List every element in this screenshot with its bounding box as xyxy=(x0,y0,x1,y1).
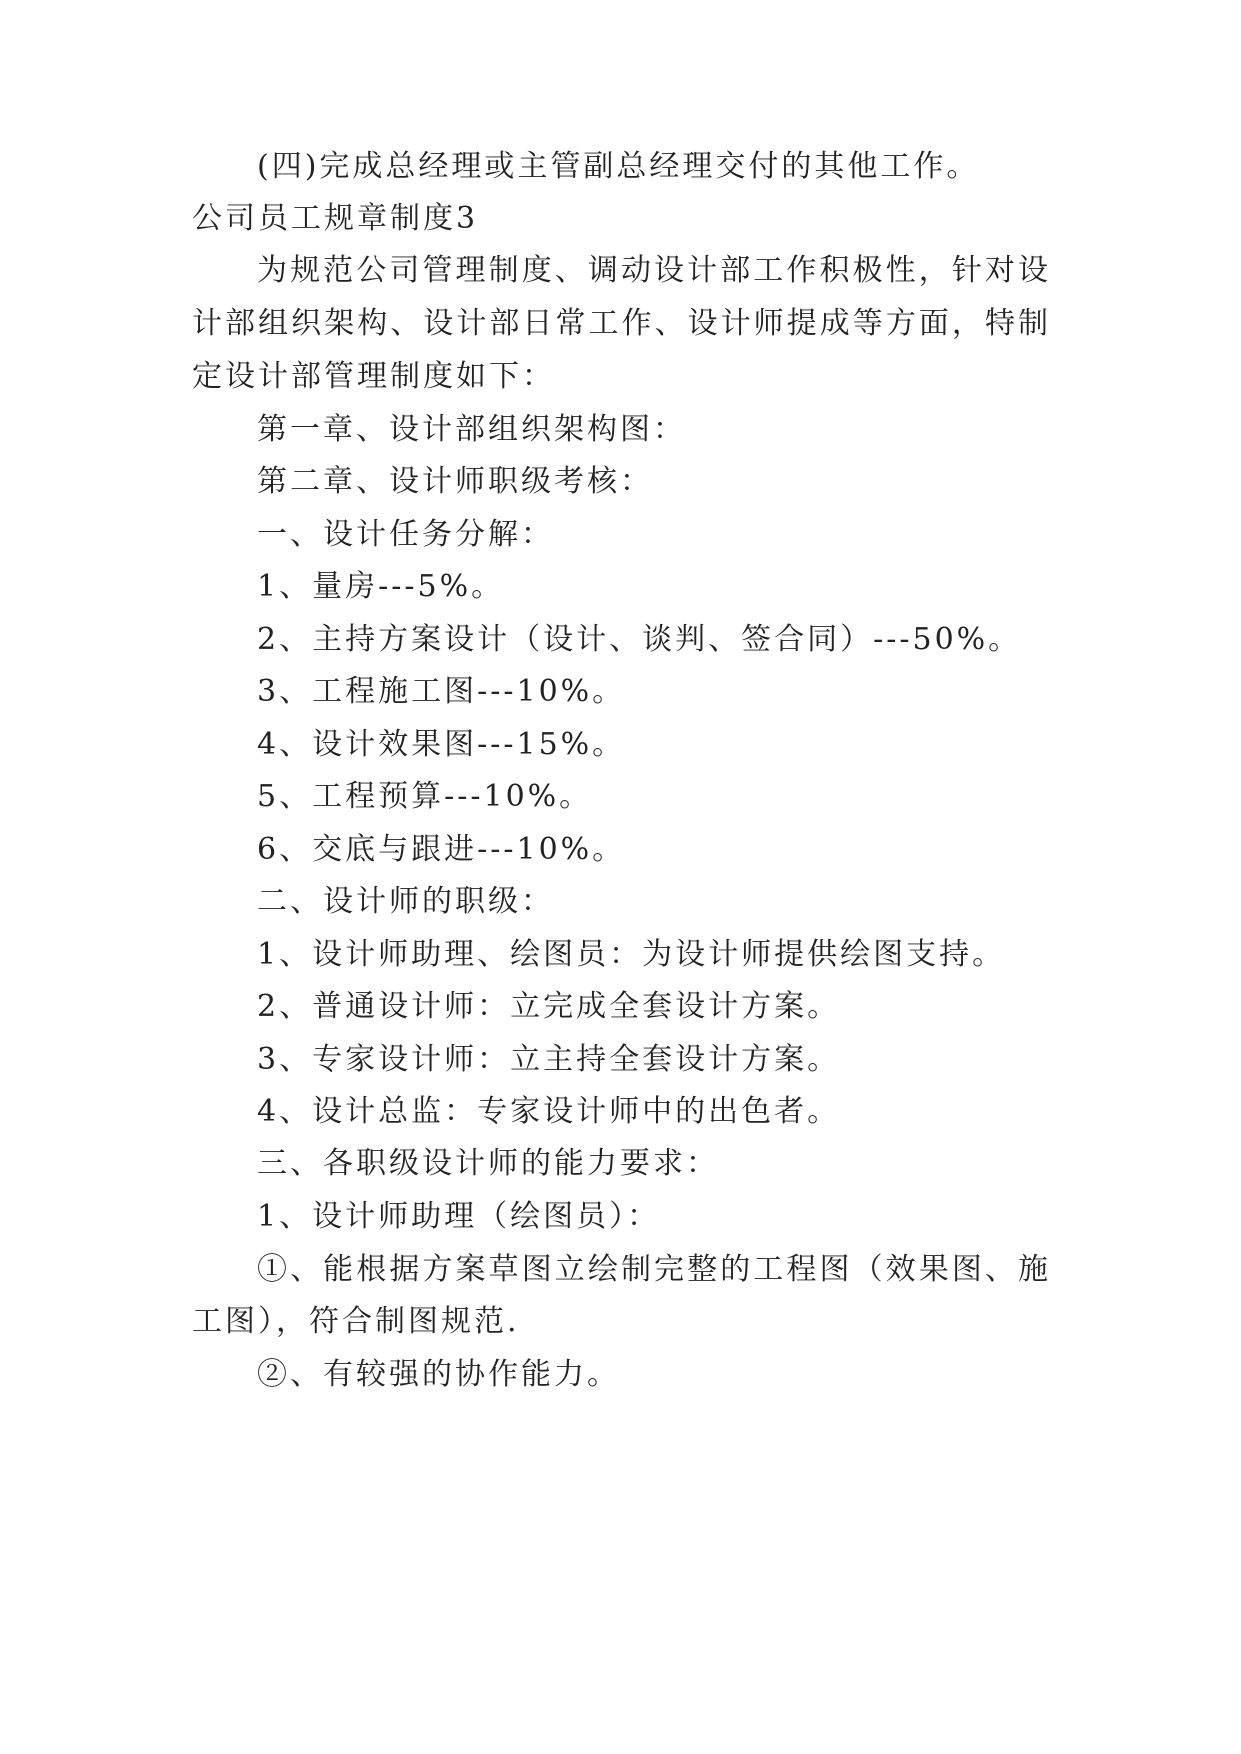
task-item-2: 2、主持方案设计（设计、谈判、签合同）---50%。 xyxy=(257,622,1022,657)
chapter-1-heading: 第一章、设计部组织架构图： xyxy=(257,412,686,447)
subsection-1-heading: 一、设计任务分解： xyxy=(257,517,554,552)
intro-line-3: 定设计部管理制度如下： xyxy=(192,359,555,394)
level-item-3: 3、专家设计师：立主持全套设计方案。 xyxy=(257,1042,841,1077)
requirement-line-2: 工图），符合制图规范. xyxy=(192,1304,520,1339)
text-line-duty-4: (四)完成总经理或主管副总经理交付的其他工作。 xyxy=(257,149,980,184)
level-item-4: 4、设计总监：专家设计师中的出色者。 xyxy=(257,1094,841,1129)
intro-line-1: 为规范公司管理制度、调动设计部工作积极性，针对设 xyxy=(257,253,1048,288)
level-item-1: 1、设计师助理、绘图员：为设计师提供绘图支持。 xyxy=(257,937,1006,972)
level-item-2: 2、普通设计师：立完成全套设计方案。 xyxy=(257,989,841,1024)
requirement-heading-1: 1、设计师助理（绘图员）： xyxy=(257,1199,661,1234)
subsection-3-heading: 三、各职级设计师的能力要求： xyxy=(257,1146,719,1181)
intro-line-2: 计部组织架构、设计部日常工作、设计师提成等方面，特制 xyxy=(192,306,1048,341)
task-item-4: 4、设计效果图---15%。 xyxy=(257,727,626,762)
section-title: 公司员工规章制度3 xyxy=(192,201,479,236)
requirement-line-1: ①、能根据方案草图立绘制完整的工程图（效果图、施 xyxy=(257,1252,1048,1287)
task-item-5: 5、工程预算---10%。 xyxy=(257,779,593,814)
task-item-3: 3、工程施工图---10%。 xyxy=(257,674,626,709)
requirement-line-3: ②、有较强的协作能力。 xyxy=(257,1357,620,1392)
task-item-1: 1、量房---5%。 xyxy=(257,569,505,604)
subsection-2-heading: 二、设计师的职级： xyxy=(257,884,554,919)
chapter-2-heading: 第二章、设计师职级考核： xyxy=(257,464,653,499)
task-item-6: 6、交底与跟进---10%。 xyxy=(257,832,626,867)
